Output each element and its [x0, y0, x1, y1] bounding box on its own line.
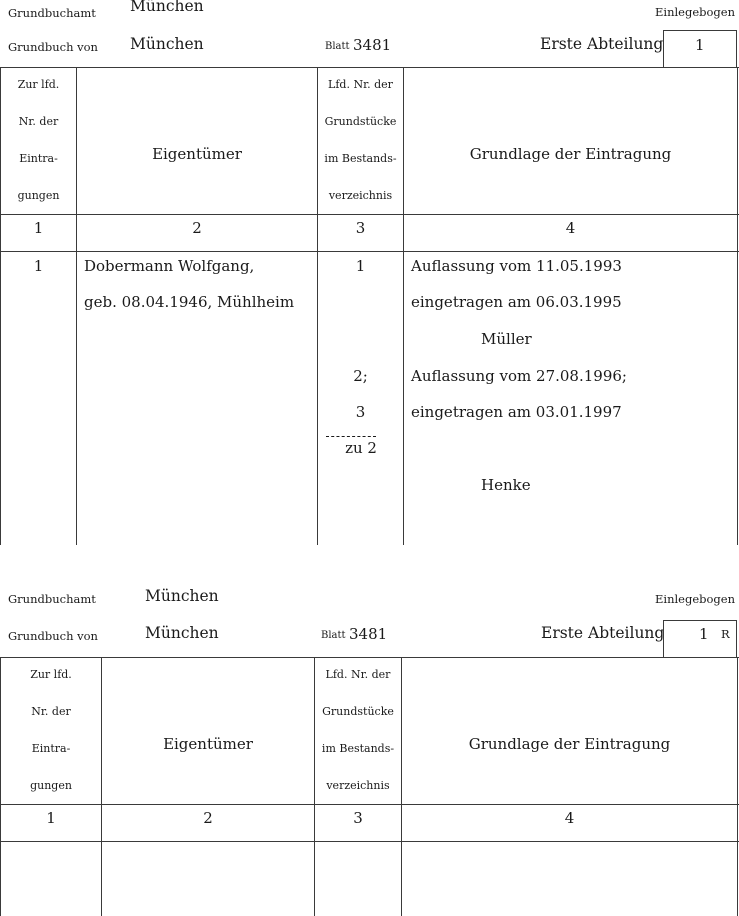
bogen-suffix: R [721, 627, 730, 641]
column-header-line: gungen [17, 189, 60, 202]
grundlage-line: eingetragen am 03.01.1997 [411, 403, 622, 421]
owner-name: Dobermann Wolfgang, [84, 257, 255, 275]
entry-lfd-nr: 1 [33, 257, 44, 275]
bogen-number-box [663, 620, 737, 657]
column-header-line: Grundstücke [322, 705, 394, 718]
abteilung-label: Erste Abteilung [540, 35, 664, 53]
grundbuchamt-value: München [145, 587, 219, 605]
column-header-line: im Bestands- [321, 742, 395, 755]
column-divider-1 [101, 657, 102, 916]
table-right-border [737, 67, 738, 545]
grundbuch-von-label: Grundbuch von [8, 40, 98, 54]
column-number-4: 4 [564, 809, 575, 827]
abteilung-label: Erste Abteilung [541, 624, 665, 642]
einlegebogen-label: Einlegebogen [655, 5, 735, 19]
column-divider-3 [403, 67, 404, 545]
column-header-eigentuemer: Eigentümer [152, 145, 242, 163]
column-header-line: verzeichnis [326, 779, 390, 792]
column-number-2: 2 [192, 219, 202, 237]
column-header-grundstuecke [318, 66, 403, 214]
column-number-1: 1 [33, 219, 44, 237]
column-header-grundlage: Grundlage der Eintragung [468, 735, 671, 753]
owner-birth: geb. 08.04.1946, Mühlheim [84, 293, 295, 311]
grundbuchamt-label: Grundbuchamt [8, 592, 96, 606]
column-number-1: 1 [46, 809, 56, 827]
dashed-separator [326, 436, 376, 437]
column-header-line: Lfd. Nr. der [328, 78, 393, 91]
column-number-3: 3 [353, 809, 363, 827]
column-header-line: Zur lfd. [30, 668, 72, 681]
header-row-divider [0, 804, 739, 805]
column-header-line: Grundstücke [324, 115, 397, 128]
column-header-lfd-nr [1, 66, 76, 214]
column-header-line: Eintra- [31, 742, 71, 755]
column-divider-3 [401, 657, 402, 916]
grundstueck-number: 2; [353, 367, 368, 385]
bogen-number-box [663, 30, 737, 67]
column-header-line: Nr. der [18, 115, 59, 128]
column-header-line: Zur lfd. [17, 78, 60, 91]
grundstueck-note: zu 2 [345, 439, 377, 457]
number-row-divider [0, 251, 739, 252]
einlegebogen-label: Einlegebogen [655, 592, 735, 606]
grundlage-line: eingetragen am 06.03.1995 [411, 293, 622, 311]
column-header-lfd-nr [1, 656, 101, 804]
grundlage-line: Auflassung vom 11.05.1993 [411, 257, 622, 275]
signature-henke: Henke [481, 476, 531, 494]
column-header-line: Nr. der [31, 705, 71, 718]
column-header-line: verzeichnis [328, 189, 393, 202]
grundstueck-number: 1 [355, 257, 366, 275]
blatt-value: 3481 [353, 36, 392, 54]
grundbuch-von-value: München [130, 35, 204, 53]
grundlage-line: Auflassung vom 27.08.1996; [411, 367, 627, 385]
column-header-eigentuemer: Eigentümer [163, 735, 253, 753]
grundbuch-von-value: München [145, 624, 219, 642]
blatt-value: 3481 [349, 625, 388, 643]
column-divider-1 [76, 67, 77, 545]
grundbuch-von-label: Grundbuch von [8, 629, 98, 643]
grundbuchamt-value: München [130, 0, 204, 15]
grundstueck-number: 3 [355, 403, 366, 421]
column-number-3: 3 [355, 219, 366, 237]
column-header-line: im Bestands- [324, 152, 397, 165]
bogen-number: 1 [695, 36, 705, 54]
bogen-number: 1 [699, 625, 709, 643]
header-row-divider [0, 214, 739, 215]
blatt-label: Blatt [321, 630, 346, 641]
blatt-label: Blatt [325, 41, 350, 52]
table-right-border [737, 657, 738, 916]
grundbuchamt-label: Grundbuchamt [8, 6, 96, 20]
column-header-grundstuecke [315, 656, 401, 804]
column-header-line: Lfd. Nr. der [325, 668, 391, 681]
column-header-grundlage: Grundlage der Eintragung [469, 145, 672, 163]
number-row-divider [0, 841, 739, 842]
column-number-2: 2 [203, 809, 213, 827]
column-number-4: 4 [565, 219, 576, 237]
signature-mueller: Müller [481, 330, 532, 348]
column-header-line: gungen [30, 779, 72, 792]
column-header-line: Eintra- [19, 152, 58, 165]
